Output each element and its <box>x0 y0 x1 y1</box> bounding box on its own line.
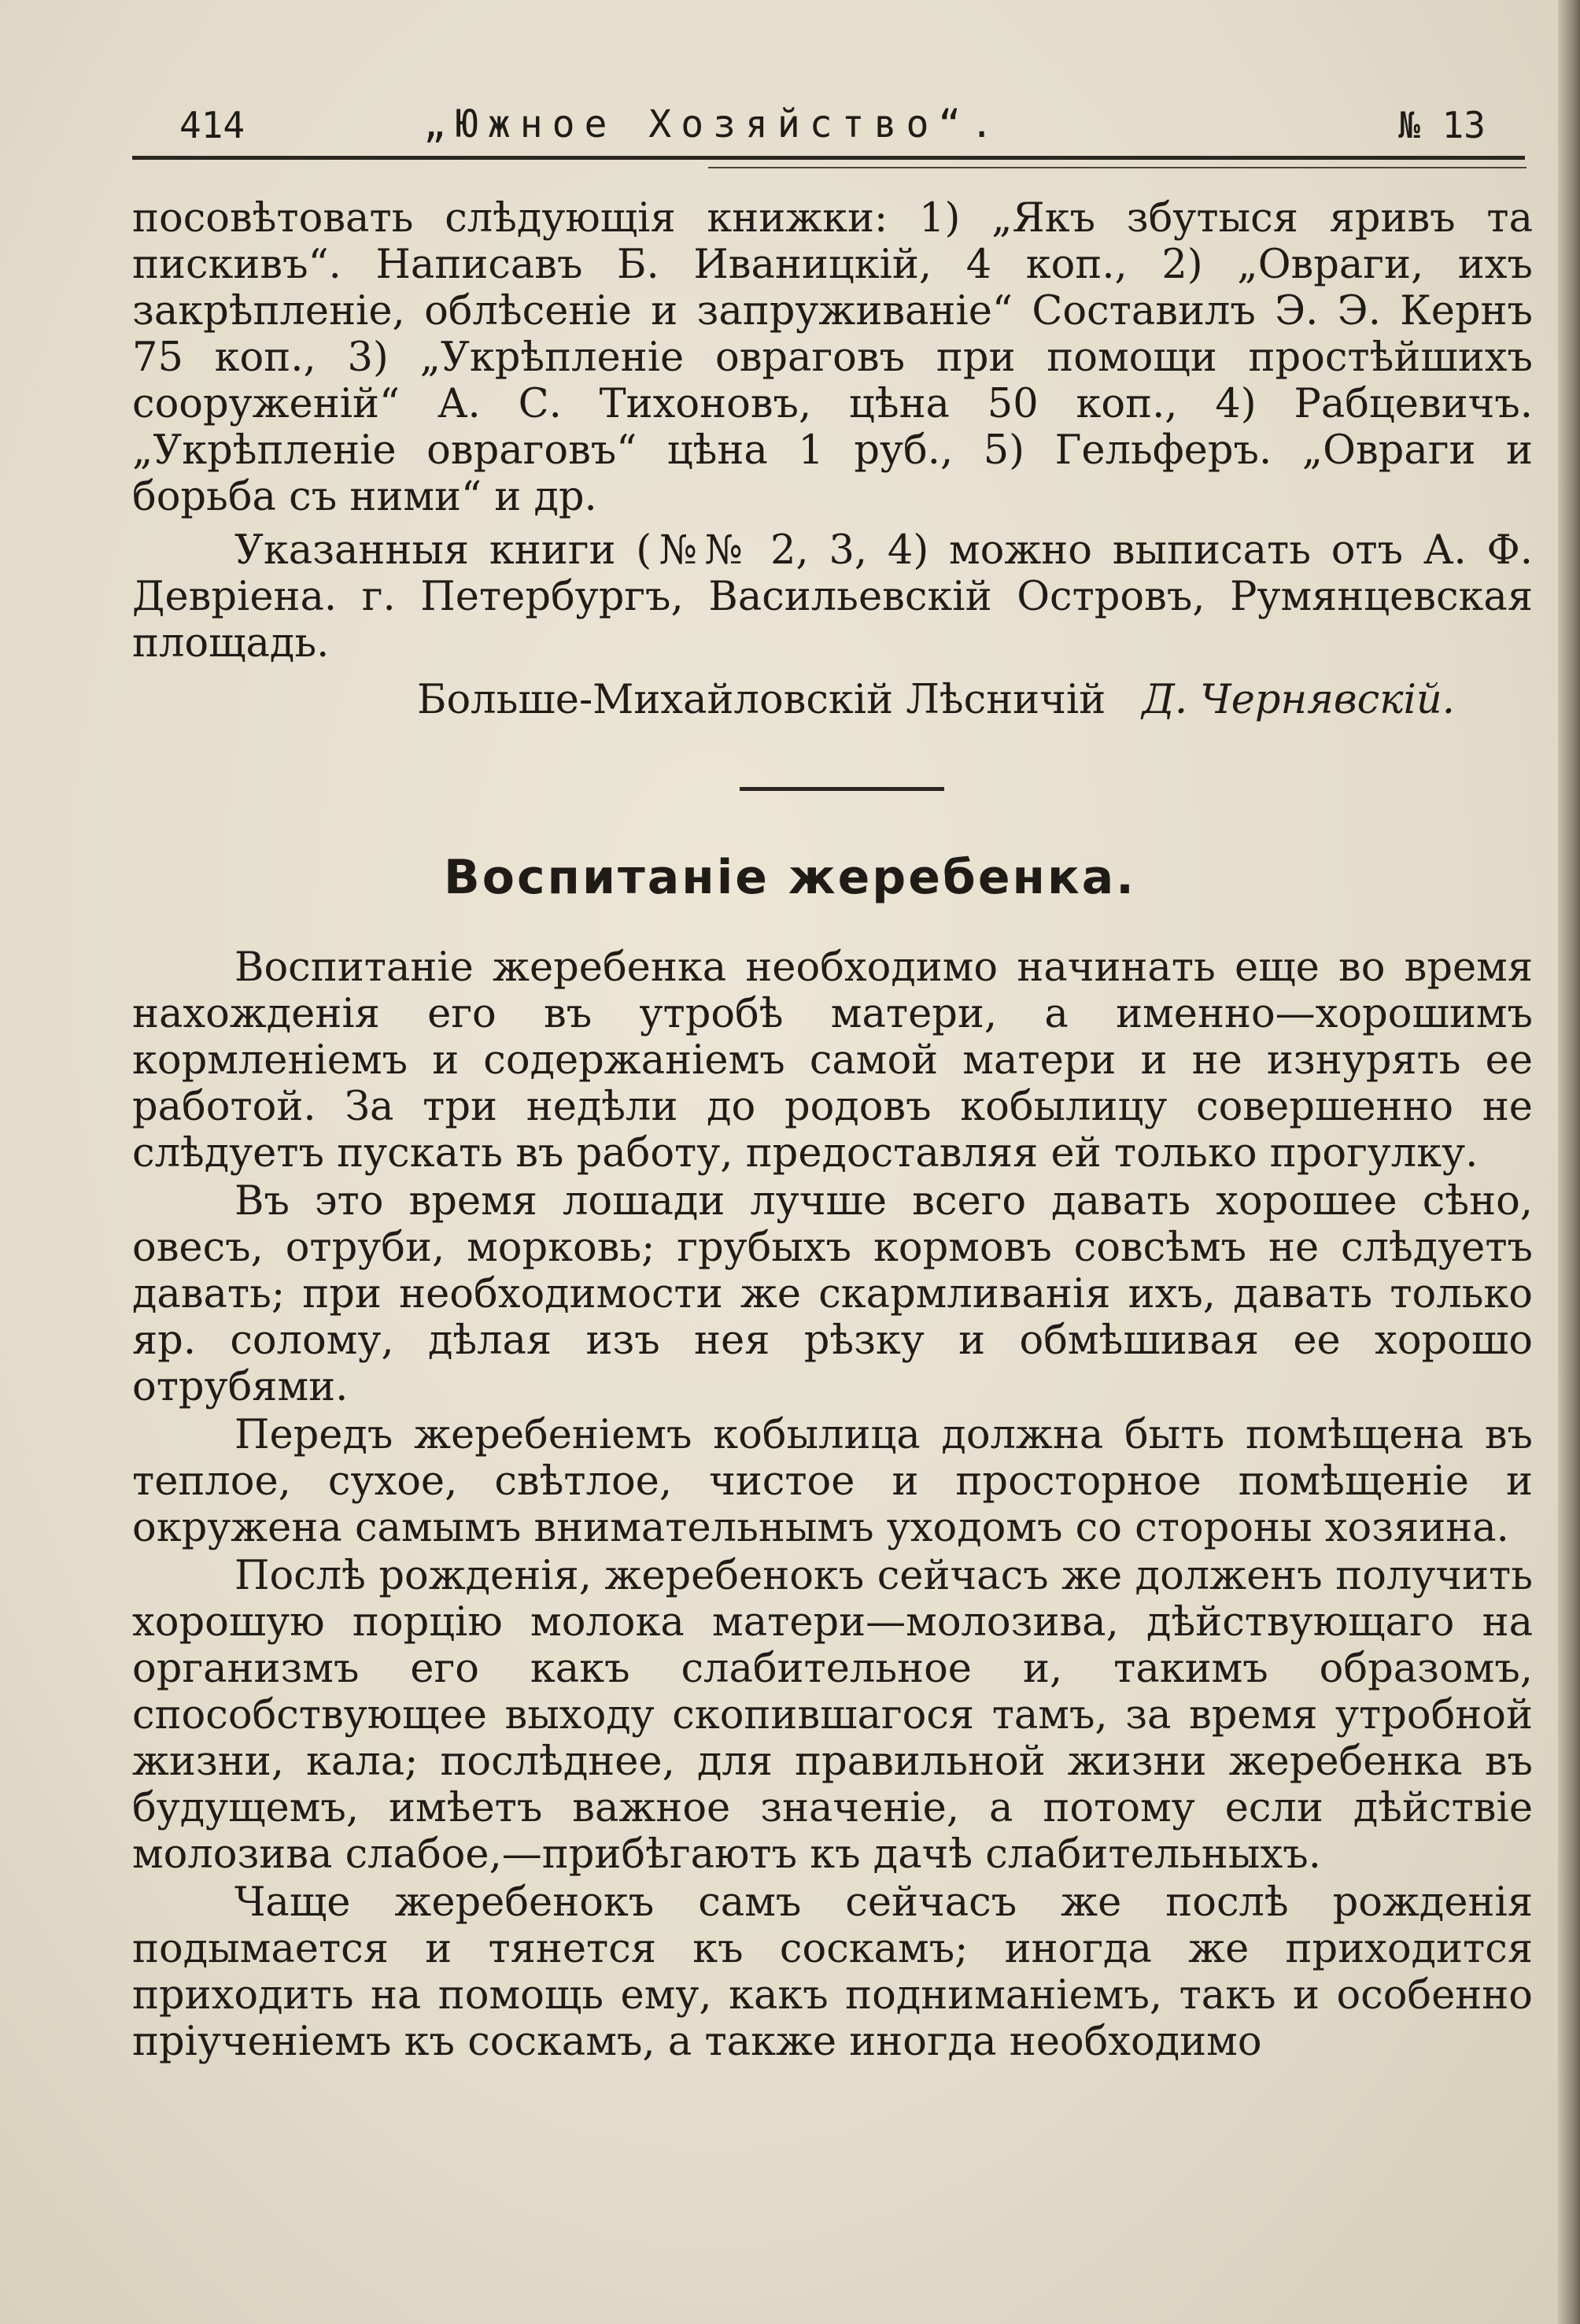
issue-number: № 13 <box>1398 104 1486 146</box>
running-header <box>132 101 1486 156</box>
article-paragraph: Передъ жеребеніемъ кобылица должна быть помѣщена въ теплое, сухое, свѣтлое, чистое и просторное помѣщеніе и окружена самымъ внимательнымъ уходомъ со стороны хозяина. <box>132 1412 1533 1551</box>
signature-position: Больше-Михайловскій Лѣсничій <box>417 677 1106 723</box>
section-divider <box>740 787 944 791</box>
books-note-block <box>132 527 1533 667</box>
article-paragraph: Въ это время лошади лучше всего давать хорошее сѣно, овесъ, отруби, морковь; грубыхъ кормовъ совсѣмъ не слѣдуетъ давать; при необходимости же скармливанія ихъ, давать только яр. солому, дѣлая изъ нея рѣзку и обмѣшивая ее хорошо отрубями. <box>132 1178 1533 1410</box>
journal-title: „Южное Хозяйство“. <box>423 102 1003 146</box>
page-number: 414 <box>179 104 245 146</box>
signature-name: Д. Чернявскій. <box>1142 677 1455 723</box>
books-note-paragraph: Указанныя книги (№№ 2, 3, 4) можно выписать отъ А. Ф. Девріена. г. Петербургъ, Васильевскій Островъ, Румянцевская площадь. <box>132 527 1533 667</box>
article-title: Воспитаніе жеребенка. <box>444 850 1136 905</box>
header-rule <box>132 156 1525 160</box>
article-body <box>132 944 1533 2067</box>
book-list-paragraph: посовѣтовать слѣдующія книжки: 1) „Якъ збутыся яривъ та пискивъ“. Написавъ Б. Иваницкій, 4 коп., 2) „Овраги, ихъ закрѣпленіе, облѣсеніе и запруживаніе“ Составилъ Э. Э. Кернъ 75 коп., 3) „Укрѣпленіе овраговъ при помощи простѣйшихъ сооруженій“ А. С. Тихоновъ, цѣна 50 коп., 4) Рабцевичъ. „Укрѣпленіе овраговъ“ цѣна 1 руб., 5) Гельферъ. „Овраги и борьба съ ними“ и др. <box>132 195 1533 520</box>
page-edge-shadow <box>1558 0 1580 2324</box>
signature <box>417 677 1534 723</box>
article-paragraph: Чаще жеребенокъ самъ сейчасъ же послѣ рожденія подымается и тянется къ соскамъ; иногда же приходится приходить на помощь ему, какъ подниманіемъ, такъ и особенно пріученіемъ къ соскамъ, а также иногда необходимо <box>132 1879 1533 2065</box>
article-paragraph: Послѣ рожденія, жеребенокъ сейчасъ же долженъ получить хорошую порцію молока матери—молозива, дѣйствующаго на организмъ его какъ слабительное и, такимъ образомъ, способствующее выходу скопившагося тамъ, за время утробной жизни, кала; послѣднее, для правильной жизни жеребенка въ будущемъ, имѣетъ важное значеніе, а потому если дѣйствіе молозива слабое,—прибѣгаютъ къ дачѣ слабительныхъ. <box>132 1553 1533 1878</box>
header-rule-thin <box>708 167 1526 168</box>
article-paragraph: Воспитаніе жеребенка необходимо начинать еще во время нахожденія его въ утробѣ матери, а именно—хорошимъ кормленіемъ и содержаніемъ самой матери и не изнурять ее работой. За три недѣли до родовъ кобылицу совершенно не слѣдуетъ пускать въ работу, предоставляя ей только прогулку. <box>132 944 1533 1177</box>
intro-paragraph-block <box>132 195 1533 520</box>
